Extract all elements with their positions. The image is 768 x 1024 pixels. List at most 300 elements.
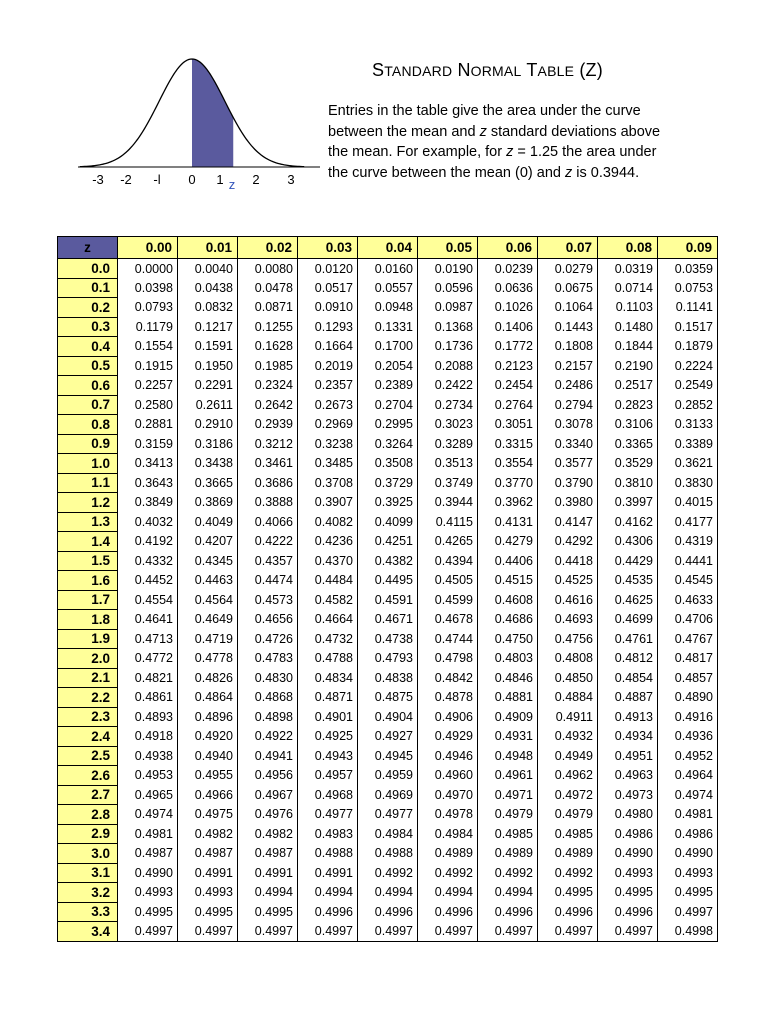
- probability-cell: 0.4904: [358, 707, 418, 727]
- column-header: 0.01: [178, 237, 238, 259]
- description-text: the curve between the mean (0) and: [328, 164, 565, 181]
- probability-cell: 0.4992: [358, 863, 418, 883]
- probability-cell: 0.4656: [238, 610, 298, 630]
- probability-cell: 0.4957: [298, 766, 358, 786]
- probability-cell: 0.4418: [538, 551, 598, 571]
- z-value-cell: 1.0: [58, 454, 118, 474]
- probability-cell: 0.2123: [478, 356, 538, 376]
- probability-cell: 0.4901: [298, 707, 358, 727]
- probability-cell: 0.4641: [118, 610, 178, 630]
- probability-cell: 0.2190: [598, 356, 658, 376]
- probability-cell: 0.4986: [598, 824, 658, 844]
- probability-cell: 0.4906: [418, 707, 478, 727]
- probability-cell: 0.4980: [598, 805, 658, 825]
- probability-cell: 0.4963: [598, 766, 658, 786]
- probability-cell: 0.4960: [418, 766, 478, 786]
- probability-cell: 0.4936: [658, 727, 718, 747]
- probability-cell: 0.4943: [298, 746, 358, 766]
- probability-cell: 0.2794: [538, 395, 598, 415]
- table-row: [58, 610, 718, 630]
- probability-cell: 0.4975: [178, 805, 238, 825]
- probability-cell: 0.4049: [178, 512, 238, 532]
- probability-cell: 0.3643: [118, 473, 178, 493]
- table-row: [58, 278, 718, 298]
- probability-cell: 0.0948: [358, 298, 418, 318]
- probability-cell: 0.4987: [238, 844, 298, 864]
- probability-cell: 0.4893: [118, 707, 178, 727]
- probability-cell: 0.4861: [118, 688, 178, 708]
- probability-cell: 0.4732: [298, 629, 358, 649]
- table-row: [58, 629, 718, 649]
- description-text: the mean. For example, for: [328, 144, 507, 160]
- probability-cell: 0.4997: [298, 922, 358, 942]
- probability-cell: 0.4970: [418, 785, 478, 805]
- probability-cell: 0.3078: [538, 415, 598, 435]
- probability-cell: 0.4997: [118, 922, 178, 942]
- probability-cell: 0.3708: [298, 473, 358, 493]
- probability-cell: 0.2673: [298, 395, 358, 415]
- probability-cell: 0.4783: [238, 649, 298, 669]
- probability-cell: 0.4505: [418, 571, 478, 591]
- probability-cell: 0.3944: [418, 493, 478, 513]
- probability-cell: 0.1736: [418, 337, 478, 357]
- probability-cell: 0.2324: [238, 376, 298, 396]
- z-value-cell: 3.3: [58, 902, 118, 922]
- probability-cell: 0.4767: [658, 629, 718, 649]
- probability-cell: 0.4945: [358, 746, 418, 766]
- probability-cell: 0.4992: [538, 863, 598, 883]
- probability-cell: 0.0239: [478, 259, 538, 279]
- probability-cell: 0.4964: [658, 766, 718, 786]
- z-value-cell: 3.1: [58, 863, 118, 883]
- probability-cell: 0.1985: [238, 356, 298, 376]
- probability-cell: 0.4192: [118, 532, 178, 552]
- probability-cell: 0.4988: [358, 844, 418, 864]
- probability-cell: 0.4985: [538, 824, 598, 844]
- probability-cell: 0.4525: [538, 571, 598, 591]
- probability-cell: 0.4535: [598, 571, 658, 591]
- probability-cell: 0.4878: [418, 688, 478, 708]
- column-header: 0.04: [358, 237, 418, 259]
- probability-cell: 0.3529: [598, 454, 658, 474]
- probability-cell: 0.0279: [538, 259, 598, 279]
- probability-cell: 0.1915: [118, 356, 178, 376]
- probability-cell: 0.4927: [358, 727, 418, 747]
- table-row: [58, 590, 718, 610]
- probability-cell: 0.4099: [358, 512, 418, 532]
- probability-cell: 0.4279: [478, 532, 538, 552]
- shaded-area: [192, 59, 233, 167]
- z-value-cell: 2.5: [58, 746, 118, 766]
- z-value-cell: 0.2: [58, 298, 118, 318]
- probability-cell: 0.0557: [358, 278, 418, 298]
- probability-cell: 0.4990: [598, 844, 658, 864]
- table-row: [58, 376, 718, 396]
- z-variable: z: [479, 123, 487, 140]
- z-value-cell: 1.5: [58, 551, 118, 571]
- probability-cell: 0.4772: [118, 649, 178, 669]
- probability-cell: 0.4332: [118, 551, 178, 571]
- probability-cell: 0.4946: [418, 746, 478, 766]
- probability-cell: 0.4890: [658, 688, 718, 708]
- probability-cell: 0.4983: [298, 824, 358, 844]
- probability-cell: 0.4699: [598, 610, 658, 630]
- probability-cell: 0.0636: [478, 278, 538, 298]
- probability-cell: 0.4857: [658, 668, 718, 688]
- probability-cell: 0.4750: [478, 629, 538, 649]
- z-value-cell: 2.6: [58, 766, 118, 786]
- probability-cell: 0.1772: [478, 337, 538, 357]
- probability-cell: 0.1217: [178, 317, 238, 337]
- probability-cell: 0.4616: [538, 590, 598, 610]
- probability-cell: 0.2580: [118, 395, 178, 415]
- probability-cell: 0.4988: [298, 844, 358, 864]
- probability-cell: 0.4978: [418, 805, 478, 825]
- probability-cell: 0.4251: [358, 532, 418, 552]
- title-initial-2: N: [457, 60, 471, 80]
- probability-cell: 0.3849: [118, 493, 178, 513]
- probability-cell: 0.4817: [658, 649, 718, 669]
- z-value-cell: 0.3: [58, 317, 118, 337]
- table-row: [58, 688, 718, 708]
- probability-cell: 0.1103: [598, 298, 658, 318]
- probability-cell: 0.0871: [238, 298, 298, 318]
- probability-cell: 0.4982: [178, 824, 238, 844]
- probability-cell: 0.4756: [538, 629, 598, 649]
- probability-cell: 0.4608: [478, 590, 538, 610]
- probability-cell: 0.0000: [118, 259, 178, 279]
- column-header: 0.03: [298, 237, 358, 259]
- probability-cell: 0.4838: [358, 668, 418, 688]
- probability-cell: 0.4909: [478, 707, 538, 727]
- probability-cell: 0.1179: [118, 317, 178, 337]
- probability-cell: 0.4854: [598, 668, 658, 688]
- column-header: 0.00: [118, 237, 178, 259]
- probability-cell: 0.3461: [238, 454, 298, 474]
- probability-cell: 0.0753: [658, 278, 718, 298]
- probability-cell: 0.4394: [418, 551, 478, 571]
- probability-cell: 0.3340: [538, 434, 598, 454]
- probability-cell: 0.4798: [418, 649, 478, 669]
- probability-cell: 0.3925: [358, 493, 418, 513]
- description-text: between the mean and: [328, 123, 480, 140]
- probability-cell: 0.2486: [538, 376, 598, 396]
- table-row: [58, 727, 718, 747]
- probability-cell: 0.3686: [238, 473, 298, 493]
- probability-cell: 0.0319: [598, 259, 658, 279]
- probability-cell: 0.4463: [178, 571, 238, 591]
- table-row: [58, 551, 718, 571]
- probability-cell: 0.1664: [298, 337, 358, 357]
- probability-cell: 0.4115: [418, 512, 478, 532]
- probability-cell: 0.4793: [358, 649, 418, 669]
- probability-cell: 0.4994: [238, 883, 298, 903]
- probability-cell: 0.4738: [358, 629, 418, 649]
- probability-cell: 0.4989: [478, 844, 538, 864]
- description-line-3: [328, 142, 708, 163]
- z-value-cell: 2.0: [58, 649, 118, 669]
- probability-cell: 0.3830: [658, 473, 718, 493]
- probability-cell: 0.4515: [478, 571, 538, 591]
- probability-cell: 0.4554: [118, 590, 178, 610]
- description-line-2: [328, 122, 708, 143]
- probability-cell: 0.3106: [598, 415, 658, 435]
- probability-cell: 0.4162: [598, 512, 658, 532]
- probability-cell: 0.4826: [178, 668, 238, 688]
- probability-cell: 0.3810: [598, 473, 658, 493]
- title-initial-3: T: [526, 60, 538, 80]
- x-tick-label: -3: [92, 172, 104, 187]
- probability-cell: 0.1406: [478, 317, 538, 337]
- title-initial-1: S: [372, 60, 385, 80]
- z-value-cell: 2.7: [58, 785, 118, 805]
- title-rest-2: ORMAL: [470, 63, 522, 79]
- column-header: 0.06: [478, 237, 538, 259]
- normal-curve-figure: [78, 52, 328, 204]
- probability-cell: 0.4929: [418, 727, 478, 747]
- probability-cell: 0.4995: [238, 902, 298, 922]
- x-tick-label: 3: [287, 172, 295, 187]
- probability-cell: 0.4979: [478, 805, 538, 825]
- probability-cell: 0.4997: [418, 922, 478, 942]
- probability-cell: 0.4987: [118, 844, 178, 864]
- probability-cell: 0.2357: [298, 376, 358, 396]
- probability-cell: 0.4998: [658, 922, 718, 942]
- z-value-cell: 2.2: [58, 688, 118, 708]
- table-row: [58, 356, 718, 376]
- probability-cell: 0.2642: [238, 395, 298, 415]
- probability-cell: 0.4306: [598, 532, 658, 552]
- probability-cell: 0.4599: [418, 590, 478, 610]
- probability-cell: 0.4918: [118, 727, 178, 747]
- probability-cell: 0.4973: [598, 785, 658, 805]
- x-axis-tick-labels: [92, 172, 294, 187]
- probability-cell: 0.2422: [418, 376, 478, 396]
- probability-cell: 0.0080: [238, 259, 298, 279]
- probability-cell: 0.4956: [238, 766, 298, 786]
- z-variable: z: [564, 164, 573, 181]
- probability-cell: 0.4992: [478, 863, 538, 883]
- z-value-cell: 2.9: [58, 824, 118, 844]
- z-column-header: z: [58, 237, 118, 259]
- probability-cell: 0.4993: [118, 883, 178, 903]
- table-row: [58, 532, 718, 552]
- probability-cell: 0.4842: [418, 668, 478, 688]
- z-value-cell: 2.3: [58, 707, 118, 727]
- z-value-cell: 2.4: [58, 727, 118, 747]
- probability-cell: 0.4881: [478, 688, 538, 708]
- table-row: [58, 902, 718, 922]
- probability-cell: 0.4994: [478, 883, 538, 903]
- probability-cell: 0.4222: [238, 532, 298, 552]
- probability-cell: 0.1879: [658, 337, 718, 357]
- table-row: [58, 824, 718, 844]
- probability-cell: 0.4951: [598, 746, 658, 766]
- probability-cell: 0.4981: [658, 805, 718, 825]
- table-row: [58, 395, 718, 415]
- probability-cell: 0.4545: [658, 571, 718, 591]
- z-value-cell: 0.4: [58, 337, 118, 357]
- probability-cell: 0.4934: [598, 727, 658, 747]
- probability-cell: 0.4995: [178, 902, 238, 922]
- probability-cell: 0.4977: [358, 805, 418, 825]
- probability-cell: 0.4864: [178, 688, 238, 708]
- probability-cell: 0.3770: [478, 473, 538, 493]
- probability-cell: 0.3577: [538, 454, 598, 474]
- probability-cell: 0.0793: [118, 298, 178, 318]
- probability-cell: 0.1255: [238, 317, 298, 337]
- probability-cell: 0.2823: [598, 395, 658, 415]
- table-row: [58, 298, 718, 318]
- probability-cell: 0.0910: [298, 298, 358, 318]
- probability-cell: 0.4896: [178, 707, 238, 727]
- probability-cell: 0.1808: [538, 337, 598, 357]
- probability-cell: 0.4788: [298, 649, 358, 669]
- table-row: [58, 473, 718, 493]
- probability-cell: 0.0190: [418, 259, 478, 279]
- probability-cell: 0.4995: [118, 902, 178, 922]
- probability-cell: 0.4996: [358, 902, 418, 922]
- probability-cell: 0.4996: [598, 902, 658, 922]
- table-description: [328, 101, 708, 183]
- probability-cell: 0.4846: [478, 668, 538, 688]
- probability-cell: 0.4177: [658, 512, 718, 532]
- probability-cell: 0.2881: [118, 415, 178, 435]
- probability-cell: 0.4991: [238, 863, 298, 883]
- probability-cell: 0.2157: [538, 356, 598, 376]
- probability-cell: 0.4941: [238, 746, 298, 766]
- probability-cell: 0.4649: [178, 610, 238, 630]
- z-value-cell: 2.8: [58, 805, 118, 825]
- probability-cell: 0.2734: [418, 395, 478, 415]
- probability-cell: 0.0987: [418, 298, 478, 318]
- table-row: [58, 649, 718, 669]
- probability-cell: 0.4931: [478, 727, 538, 747]
- probability-cell: 0.4961: [478, 766, 538, 786]
- probability-cell: 0.3997: [598, 493, 658, 513]
- probability-cell: 0.3485: [298, 454, 358, 474]
- probability-cell: 0.4984: [358, 824, 418, 844]
- probability-cell: 0.0714: [598, 278, 658, 298]
- probability-cell: 0.4981: [118, 824, 178, 844]
- probability-cell: 0.3159: [118, 434, 178, 454]
- z-value-cell: 3.4: [58, 922, 118, 942]
- probability-cell: 0.4582: [298, 590, 358, 610]
- probability-cell: 0.4959: [358, 766, 418, 786]
- probability-cell: 0.3621: [658, 454, 718, 474]
- description-text: standard deviations above: [486, 123, 661, 140]
- probability-cell: 0.1443: [538, 317, 598, 337]
- probability-cell: 0.1480: [598, 317, 658, 337]
- probability-cell: 0.4992: [418, 863, 478, 883]
- probability-cell: 0.3389: [658, 434, 718, 454]
- probability-cell: 0.4966: [178, 785, 238, 805]
- probability-cell: 0.4406: [478, 551, 538, 571]
- z-value-cell: 0.1: [58, 278, 118, 298]
- probability-cell: 0.1844: [598, 337, 658, 357]
- probability-cell: 0.0596: [418, 278, 478, 298]
- probability-cell: 0.4082: [298, 512, 358, 532]
- probability-cell: 0.4974: [658, 785, 718, 805]
- z-value-cell: 0.7: [58, 395, 118, 415]
- probability-cell: 0.4625: [598, 590, 658, 610]
- probability-cell: 0.4441: [658, 551, 718, 571]
- probability-cell: 0.2291: [178, 376, 238, 396]
- z-value-cell: 0.0: [58, 259, 118, 279]
- z-variable: z: [506, 144, 514, 160]
- probability-cell: 0.2019: [298, 356, 358, 376]
- probability-cell: 0.4993: [658, 863, 718, 883]
- probability-cell: 0.4969: [358, 785, 418, 805]
- probability-cell: 0.3980: [538, 493, 598, 513]
- probability-cell: 0.3438: [178, 454, 238, 474]
- probability-cell: 0.4671: [358, 610, 418, 630]
- probability-cell: 0.4997: [598, 922, 658, 942]
- x-tick-label: 0: [188, 172, 196, 187]
- table-row: [58, 707, 718, 727]
- table-row: [58, 434, 718, 454]
- probability-cell: 0.1591: [178, 337, 238, 357]
- probability-cell: 0.4236: [298, 532, 358, 552]
- table-row: [58, 512, 718, 532]
- probability-cell: 0.4985: [478, 824, 538, 844]
- probability-cell: 0.4591: [358, 590, 418, 610]
- probability-cell: 0.4495: [358, 571, 418, 591]
- probability-cell: 0.4573: [238, 590, 298, 610]
- probability-cell: 0.2910: [178, 415, 238, 435]
- z-value-cell: 0.6: [58, 376, 118, 396]
- description-line-4: [328, 163, 708, 184]
- z-value-cell: 1.6: [58, 571, 118, 591]
- probability-cell: 0.4452: [118, 571, 178, 591]
- probability-cell: 0.4726: [238, 629, 298, 649]
- probability-cell: 0.2852: [658, 395, 718, 415]
- probability-cell: 0.4913: [598, 707, 658, 727]
- probability-cell: 0.2517: [598, 376, 658, 396]
- z-value-cell: 1.7: [58, 590, 118, 610]
- z-value-cell: 0.9: [58, 434, 118, 454]
- table-row: [58, 844, 718, 864]
- probability-cell: 0.4962: [538, 766, 598, 786]
- table-row: [58, 746, 718, 766]
- probability-cell: 0.3365: [598, 434, 658, 454]
- table-row: [58, 493, 718, 513]
- table-row: [58, 766, 718, 786]
- probability-cell: 0.3869: [178, 493, 238, 513]
- title-rest-1: TANDARD: [384, 63, 453, 79]
- probability-cell: 0.4977: [298, 805, 358, 825]
- probability-cell: 0.0160: [358, 259, 418, 279]
- probability-cell: 0.0120: [298, 259, 358, 279]
- x-tick-label: -l: [153, 172, 161, 187]
- probability-cell: 0.0832: [178, 298, 238, 318]
- probability-cell: 0.1026: [478, 298, 538, 318]
- probability-cell: 0.4887: [598, 688, 658, 708]
- table-row: [58, 922, 718, 942]
- probability-cell: 0.4996: [478, 902, 538, 922]
- probability-cell: 0.4996: [298, 902, 358, 922]
- z-value-cell: 3.2: [58, 883, 118, 903]
- probability-cell: 0.3238: [298, 434, 358, 454]
- probability-cell: 0.2088: [418, 356, 478, 376]
- probability-cell: 0.4967: [238, 785, 298, 805]
- probability-cell: 0.4686: [478, 610, 538, 630]
- probability-cell: 0.4015: [658, 493, 718, 513]
- probability-cell: 0.4949: [538, 746, 598, 766]
- probability-cell: 0.3413: [118, 454, 178, 474]
- description-text: is 0.3944.: [572, 164, 640, 181]
- probability-cell: 0.3133: [658, 415, 718, 435]
